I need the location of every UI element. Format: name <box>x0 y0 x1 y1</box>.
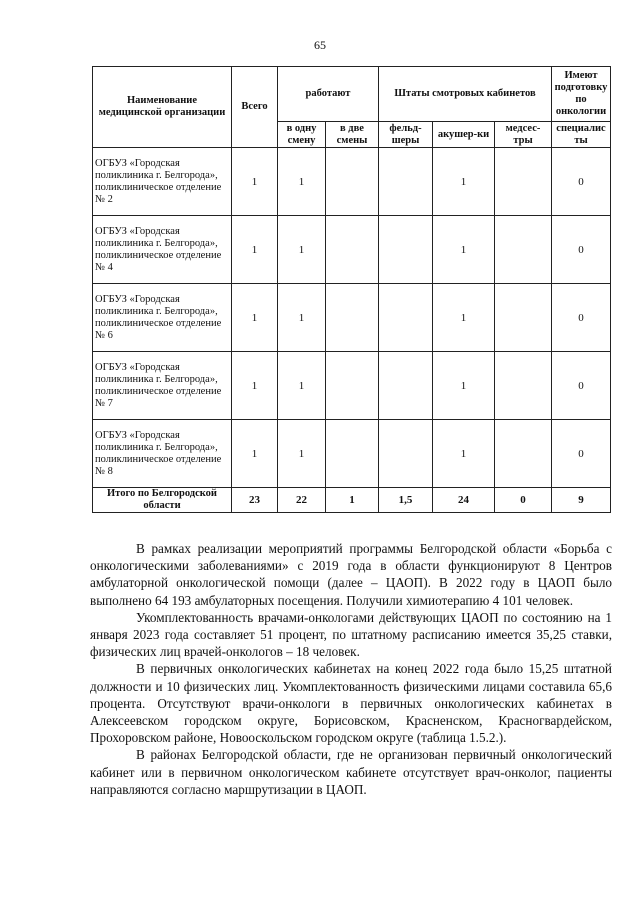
cell-org: ОГБУЗ «Городская поликлиника г. Белгорода», поликлиническое отделение № 8 <box>93 420 232 488</box>
cell-total: 1 <box>232 148 278 216</box>
total-midwives: 24 <box>433 488 495 513</box>
cell-org: ОГБУЗ «Городская поликлиника г. Белгорода», поликлиническое отделение № 4 <box>93 216 232 284</box>
header-two-shifts: в две смены <box>326 122 379 148</box>
header-paramedics: фельд-шеры <box>379 122 433 148</box>
header-total: Всего <box>232 67 278 148</box>
cell-total: 1 <box>232 352 278 420</box>
header-trained: Имеют подготовку по онкологии <box>552 67 611 122</box>
cell-paramedics <box>379 216 433 284</box>
cell-two-shifts <box>326 352 379 420</box>
cell-nurses <box>495 420 552 488</box>
total-one-shift: 22 <box>278 488 326 513</box>
total-nurses: 0 <box>495 488 552 513</box>
table-row <box>93 216 611 284</box>
cell-one-shift: 1 <box>278 216 326 284</box>
cell-midwives: 1 <box>433 420 495 488</box>
paragraph: В рамках реализации мероприятий программы Белгородской области «Борьба с онкологическими заболеваниями» с 2019 года в области функционируют 8 Центров амбулаторной онкологической помощи (далее – ЦАОП). В 2022 году в ЦАОП было выполнено 64 193 амбулаторных посещения. Получили химиотерапию 4 101 человек. <box>90 541 612 608</box>
cell-midwives: 1 <box>433 216 495 284</box>
cell-org: ОГБУЗ «Городская поликлиника г. Белгорода», поликлиническое отделение № 2 <box>93 148 232 216</box>
cell-nurses <box>495 216 552 284</box>
page-number: 65 <box>314 38 326 52</box>
table-header-row <box>93 67 611 122</box>
paragraph: В первичных онкологических кабинетах на конец 2022 года было 15,25 штатной должности и 10 физических лиц. Укомплектованность физическими лицами составила 65,6 процента. Отсутствуют врачи-онкологи в первичных онкологических кабинетах в Алексеевском городском округе, Борисовском, Красненском, Красногвардейском, Прохоровском районе, Новооскольском городском округе (таблица 1.5.2.). <box>90 661 612 746</box>
paragraph: Укомплектованность врачами-онкологами действующих ЦАОП по состоянию на 1 января 2023 года составляет 51 процент, по штатному расписанию имеется 35,25 ставки, физических лиц врачей-онкологов – 18 человек. <box>90 609 612 660</box>
table-total-row <box>93 488 611 513</box>
cell-midwives: 1 <box>433 352 495 420</box>
cell-one-shift: 1 <box>278 420 326 488</box>
header-org: Наименование медицинской организации <box>93 67 232 148</box>
oncology-staff-table <box>92 66 611 513</box>
cell-specialists: 0 <box>552 284 611 352</box>
cell-total: 1 <box>232 284 278 352</box>
cell-nurses <box>495 284 552 352</box>
cell-paramedics <box>379 148 433 216</box>
cell-midwives: 1 <box>433 148 495 216</box>
cell-one-shift: 1 <box>278 352 326 420</box>
cell-org: ОГБУЗ «Городская поликлиника г. Белгорода», поликлиническое отделение № 6 <box>93 284 232 352</box>
cell-two-shifts <box>326 284 379 352</box>
cell-two-shifts <box>326 148 379 216</box>
cell-specialists: 0 <box>552 216 611 284</box>
total-two-shifts: 1 <box>326 488 379 513</box>
cell-total: 1 <box>232 420 278 488</box>
total-label: Итого по Белгородской области <box>93 488 232 513</box>
table-row <box>93 148 611 216</box>
cell-specialists: 0 <box>552 148 611 216</box>
cell-two-shifts <box>326 420 379 488</box>
total-paramedics: 1,5 <box>379 488 433 513</box>
cell-paramedics <box>379 352 433 420</box>
cell-midwives: 1 <box>433 284 495 352</box>
body-text <box>90 540 612 798</box>
paragraph: В районах Белгородской области, где не организован первичный онкологический кабинет или в первичном онкологическом кабинете отсутствует врач-онколог, пациенты направляются согласно маршрутизации в ЦАОП. <box>90 747 612 797</box>
cell-specialists: 0 <box>552 352 611 420</box>
header-midwives: акушер-ки <box>433 122 495 148</box>
total-total: 23 <box>232 488 278 513</box>
cell-one-shift: 1 <box>278 284 326 352</box>
cell-one-shift: 1 <box>278 148 326 216</box>
table-row <box>93 352 611 420</box>
header-one-shift: в одну смену <box>278 122 326 148</box>
header-nurses: медсес-тры <box>495 122 552 148</box>
cell-paramedics <box>379 420 433 488</box>
cell-specialists: 0 <box>552 420 611 488</box>
table-row <box>93 284 611 352</box>
cell-org: ОГБУЗ «Городская поликлиника г. Белгорода», поликлиническое отделение № 7 <box>93 352 232 420</box>
header-working: работают <box>278 67 379 122</box>
cell-nurses <box>495 352 552 420</box>
cell-total: 1 <box>232 216 278 284</box>
header-specialists: специалис ты <box>552 122 611 148</box>
total-specialists: 9 <box>552 488 611 513</box>
header-staff: Штаты смотровых кабинетов <box>379 67 552 122</box>
cell-paramedics <box>379 284 433 352</box>
cell-nurses <box>495 148 552 216</box>
table-row <box>93 420 611 488</box>
cell-two-shifts <box>326 216 379 284</box>
